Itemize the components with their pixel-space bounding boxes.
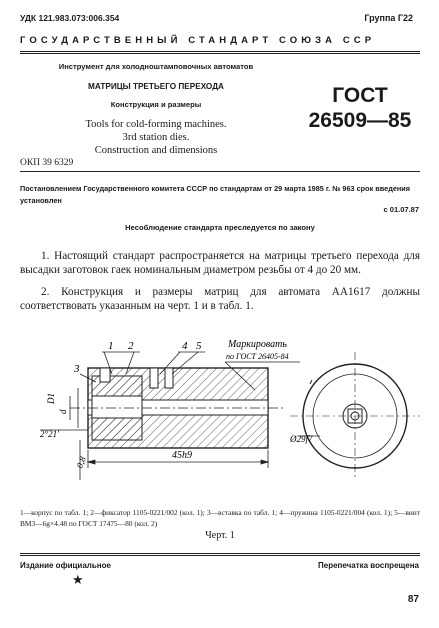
title-line-2: МАТРИЦЫ ТРЕТЬЕГО ПЕРЕХОДА [88, 82, 224, 91]
gost-label: ГОСТ [332, 84, 388, 107]
footer-rule [20, 553, 420, 554]
effective-date: с 01.07.87 [383, 205, 419, 214]
title-line-3: Конструкция и размеры [110, 100, 202, 109]
star-mark: ★ [72, 572, 84, 587]
drawing-figure-1 [0, 330, 439, 502]
decree-text: Постановлением Государственного комитета СССР по стандартам от 29 марта 1985 г. № 963 срок введения установлен [20, 184, 411, 205]
surface-finish: 0,8 [74, 455, 88, 470]
header-rule-double [20, 53, 420, 54]
part-number-3: 3 [74, 363, 80, 375]
footer-rule-double [20, 555, 420, 556]
part-number-2: 2 [128, 340, 134, 352]
okp-code: ОКП 39 6329 [20, 158, 74, 168]
page-number: 87 [407, 594, 419, 605]
official-edition: Издание официальное [20, 561, 111, 570]
marking-standard: по ГОСТ 26405-84 [226, 352, 289, 361]
dim-angle: 2°21' [40, 429, 60, 439]
reprint-prohibited: Перепечатка воспрещена [318, 561, 419, 570]
gost-block [300, 83, 420, 133]
dim-d: d [58, 409, 68, 414]
die-end-view [290, 352, 420, 480]
dim-length: 45h9 [172, 450, 192, 461]
paragraph-1: 1. Настоящий стандарт распространяется на матрицы третьего перехода для высадки заготовок гаек номинальным диаметром резьбы от 4 до 20 мм. [20, 250, 420, 276]
title-line-1: Инструмент для холодноштамповочных автоматов [58, 62, 254, 71]
english-title-line: Construction and dimensions [94, 145, 218, 156]
english-title [32, 118, 280, 157]
group-code: Группа Г22 [364, 13, 413, 23]
drawing-legend: 1—корпус по табл. 1; 2—фиксатор 1105-0221/002 (кол. 1); 3—вставка по табл. 1; 4—пружина 1105-0221/004 (кол. 1); 5—винт ВМ3—6g×4.48 по ГОСТ 17475—80 (кол. 2) [20, 508, 420, 528]
part-number-1: 1 [108, 340, 114, 352]
die-body-section [70, 368, 285, 448]
title-rule [20, 171, 420, 172]
gost-number: 26509—85 [308, 109, 412, 132]
dim-d1: D1 [46, 393, 56, 404]
marking-label: Маркировать [228, 339, 287, 350]
violation-notice: Несоблюдение стандарта преследуется по закону [125, 223, 315, 232]
header-rule [20, 51, 420, 52]
figure-caption: Черт. 1 [205, 530, 235, 541]
english-title-line: 3rd station dies. [122, 132, 190, 143]
paragraph-2: 2. Конструкция и размеры матриц для автомата АА1617 должны соответствовать указанным на черт. 1 и в табл. 1. [20, 286, 420, 312]
english-title-line: Tools for cold-forming machines. [85, 119, 227, 130]
part-number-4: 4 [182, 340, 188, 352]
part-number-5: 5 [196, 340, 202, 352]
udk-code: УДК 121.983.073:006.354 [20, 13, 120, 23]
dim-outer-diameter: Ø29f7 [290, 434, 313, 444]
state-standard-heading: ГОСУДАРСТВЕННЫЙ СТАНДАРТ СОЮЗА ССР [20, 35, 376, 46]
